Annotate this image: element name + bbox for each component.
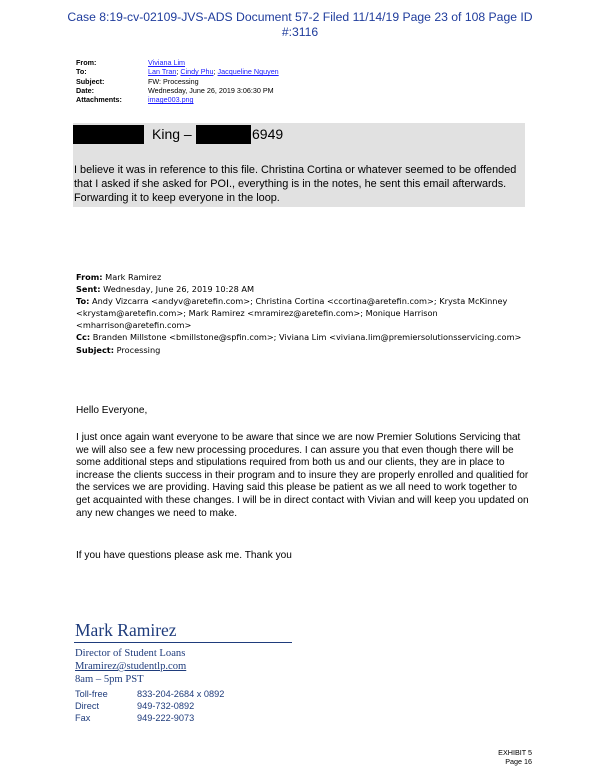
meta-date-value: Wednesday, June 26, 2019 3:06:30 PM xyxy=(148,85,274,95)
phone-value: 949-732-0892 xyxy=(137,701,195,711)
meta-subject-label: Subject: xyxy=(76,76,105,86)
phone-label: Direct xyxy=(75,701,99,711)
orig-to-label: To: xyxy=(76,296,90,307)
signature-divider xyxy=(74,642,292,643)
orig-from-value: Mark Ramirez xyxy=(105,272,162,282)
orig-sent-row xyxy=(76,283,526,295)
phone-row-fax xyxy=(75,713,194,724)
meta-date-label: Date: xyxy=(76,85,94,95)
orig-sent-value: Wednesday, June 26, 2019 10:28 AM xyxy=(103,284,255,295)
phone-value: 949-222-9073 xyxy=(137,713,195,723)
email-paragraph: I just once again want everyone to be aware that since we are now Premier Solutions Servicing that we will also see a few new processing procedures. I can assure you that even though there will be some additional steps and stipulations required from both us and our clients, they are in place to increase the clients success in their program and to insure they are properly enrolled and qualitied for the services we are providing. Having said this please be patient as we all need to work together to get acquainted with these changes. I will be in direct contact with Vivian and will keep you updated on any new changes we need to make. xyxy=(76,432,529,519)
meta-attachments-label: Attachments: xyxy=(76,95,122,105)
redaction-bar-2 xyxy=(196,125,251,144)
exhibit-stamp xyxy=(498,748,532,766)
email-greeting: Hello Everyone, xyxy=(76,405,148,416)
case-header-line1: Case 8:19-cv-02109-JVS-ADS Document 57-2 Filed 11/14/19 Page 23 of 108 Page ID xyxy=(67,10,533,24)
email-meta xyxy=(76,58,279,104)
orig-cc-label: Cc: xyxy=(76,332,91,343)
meta-from-link[interactable]: Viviana Lim xyxy=(148,58,186,67)
orig-cc-row xyxy=(76,331,526,343)
orig-subject-value: Processing xyxy=(116,344,161,355)
forward-note-message: I believe it was in reference to this file. Christina Cortina or whatever seemed to be offended that I asked if she asked for POI., everything is in the notes, he sent this email afterwards. Forwarding it to keep everyone in the loop. xyxy=(74,164,517,204)
phone-row-direct xyxy=(75,701,194,712)
king-label: King – xyxy=(152,126,192,142)
orig-to-value: Andy Vizcarra <andyv@aretefin.com>; Christina Cortina <ccortina@aretefin.com>; Krysta McKinney <krystam@aretefin.com>; Mark Ramirez <mramirez@aretefin.com>; Monique Harrison <mharrison@aretefin.com> xyxy=(76,296,508,331)
phone-label: Fax xyxy=(75,713,91,723)
meta-to-link-1[interactable]: Lan Tran xyxy=(148,67,177,77)
meta-to-row: To: Lan Tran; Cindy Phu; Jacqueline Nguyen xyxy=(76,67,279,77)
orig-sent-label: Sent: xyxy=(76,284,101,295)
attachment-link[interactable]: image003.png xyxy=(148,95,194,105)
redaction-bar-1 xyxy=(73,125,144,144)
original-header xyxy=(76,271,526,356)
signature-title: Director of Student Loans xyxy=(75,648,186,659)
orig-from-row xyxy=(76,271,526,283)
orig-cc-value: Branden Millstone <bmillstone@spfin.com>; Viviana Lim <viviana.lim@premiersolutionsservicing.com> xyxy=(92,332,522,343)
meta-to-label: To: xyxy=(76,67,87,77)
exhibit-page: Page 16 xyxy=(505,757,532,766)
meta-subject-row xyxy=(76,77,279,86)
meta-attachments-row xyxy=(76,95,279,104)
orig-subject-label: Subject: xyxy=(76,344,114,355)
signature-name: Mark Ramirez xyxy=(75,620,177,640)
case-header xyxy=(0,10,600,40)
meta-to-link-2[interactable]: Cindy Phu xyxy=(180,67,214,77)
email-closing: If you have questions please ask me. Thank you xyxy=(76,550,292,561)
meta-from-row xyxy=(76,58,279,67)
exhibit-label: EXHIBIT 5 xyxy=(498,748,532,757)
signature-email-link[interactable]: Mramirez@studentlp.com xyxy=(75,661,187,672)
case-header-line2: #:3116 xyxy=(281,25,319,39)
meta-date-row xyxy=(76,86,279,95)
orig-to-row xyxy=(76,295,526,331)
orig-from-label: From: xyxy=(76,272,103,282)
meta-from-label: From: xyxy=(76,58,97,67)
meta-to-link-3[interactable]: Jacqueline Nguyen xyxy=(217,67,279,77)
phone-row-tollfree xyxy=(75,689,224,700)
king-suffix: 6949 xyxy=(252,126,284,142)
phone-value: 833-204-2684 x 0892 xyxy=(137,689,225,699)
phone-label: Toll-free xyxy=(75,689,108,699)
meta-subject-value: FW: Processing xyxy=(148,76,199,86)
orig-subject-row xyxy=(76,344,526,356)
signature-hours: 8am – 5pm PST xyxy=(75,674,144,685)
